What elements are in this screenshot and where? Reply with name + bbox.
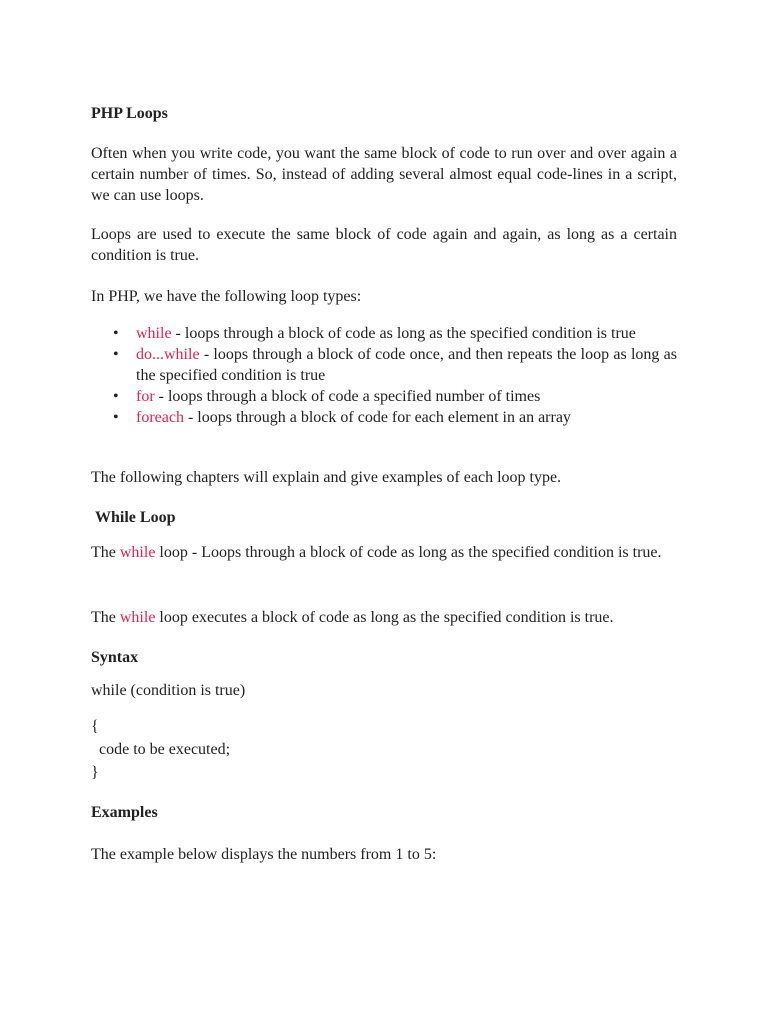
syntax-line: while (condition is true) xyxy=(91,682,246,699)
list-item xyxy=(91,386,677,407)
paragraph-intro: Often when you write code, you want the same block of code to run over and over again a certain number of times. So, instead of adding several almost equal code-lines in a script, we can use loops. xyxy=(91,145,677,204)
heading-examples: Examples xyxy=(91,804,158,821)
heading-while-loop: While Loop xyxy=(95,509,176,526)
bullet-icon: • xyxy=(113,325,119,342)
paragraph-example: The example below displays the numbers from 1 to 5: xyxy=(91,846,437,863)
keyword-foreach: foreach xyxy=(136,409,184,426)
heading-syntax: Syntax xyxy=(91,649,139,666)
keyword-for: for xyxy=(136,388,155,405)
list-item xyxy=(91,344,677,386)
keyword-do-while: do...while xyxy=(136,346,200,363)
loop-types-list xyxy=(91,323,677,428)
list-item-text: - loops through a block of code for each element in an array xyxy=(183,409,571,426)
code-line: } xyxy=(91,764,99,781)
bullet-icon: • xyxy=(113,388,119,405)
code-line: { xyxy=(91,718,99,735)
paragraph-loop-types-intro: In PHP, we have the following loop types: xyxy=(91,288,362,305)
list-item-text: - loops through a block of code as long as the specified condition is true xyxy=(171,325,636,342)
code-block xyxy=(91,716,230,783)
keyword-while: while xyxy=(119,609,156,626)
paragraph-chapters: The following chapters will explain and give examples of each loop type. xyxy=(91,469,562,486)
list-item-text: - loops through a block of code once, and then repeats the loop as long as the specified condition is true xyxy=(136,346,677,384)
heading-php-loops: PHP Loops xyxy=(91,105,168,122)
list-item xyxy=(91,407,677,428)
bullet-icon: • xyxy=(113,409,119,426)
paragraph-loops-definition: Loops are used to execute the same block of code again and again, as long as a certain condition is true. xyxy=(91,226,677,264)
keyword-while: while xyxy=(136,325,172,342)
paragraph-while-executes: The while loop executes a block of code as long as the specified condition is true. xyxy=(91,609,614,626)
code-line: code to be executed; xyxy=(91,741,231,758)
paragraph-while-loop: The while loop - Loops through a block of code as long as the specified condition is true. xyxy=(91,544,662,561)
list-item xyxy=(91,323,677,344)
keyword-while: while xyxy=(119,544,156,561)
list-item-text: - loops through a block of code a specified number of times xyxy=(154,388,541,405)
bullet-icon: • xyxy=(113,346,119,363)
